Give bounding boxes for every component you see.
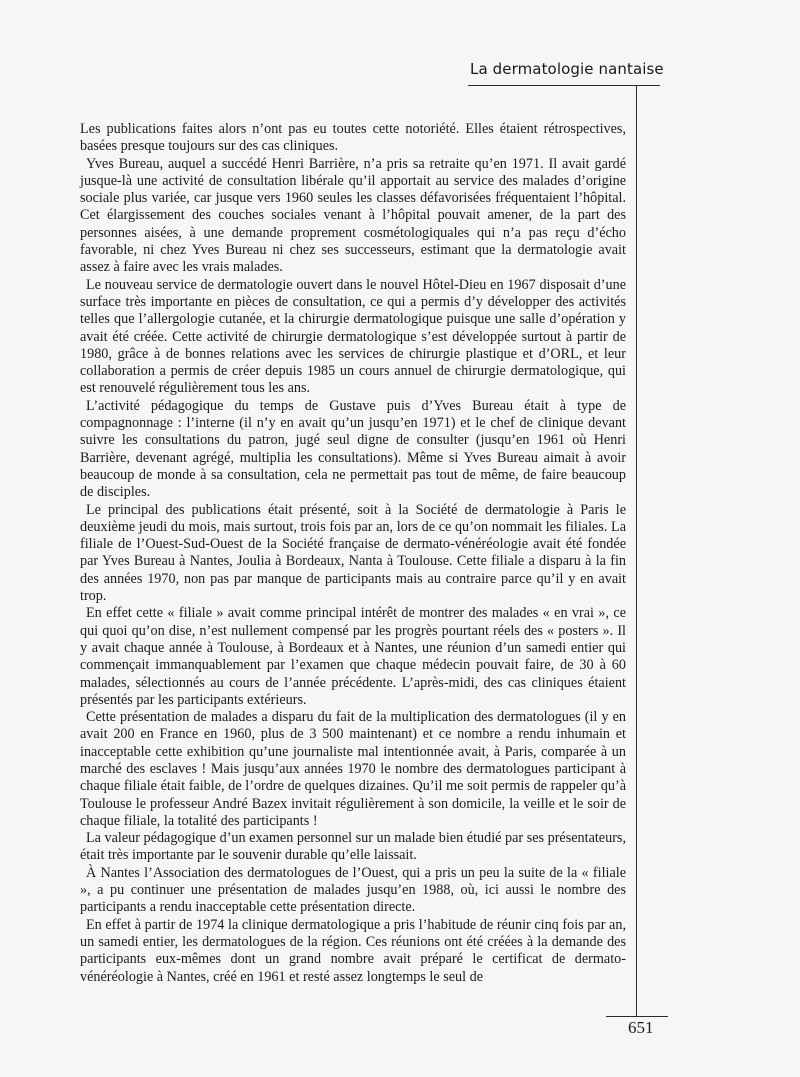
paragraph: Le nouveau service de dermatologie ouvert dans le nouvel Hôtel-Dieu en 1967 disposait d’une surface très importante en pièces de consultation, ce qui a permis d’y développer des activités telles que l’allergologie cutanée, et la chirurgie dermatologique puisque une salle d’opération y avait été créée. Cette activité de chirurgie dermatologique s’est développée surtout à partir de 1980, grâce à de bonnes relations avec les services de chirurgie plastique et d’ORL, et leur collaboration a permis de créer depuis 1985 un cours annuel de chirurgie dermatologique, qui est renouvelé régulièrement tous les ans. xyxy=(80,276,626,397)
paragraph: Cette présentation de malades a disparu du fait de la multiplication des dermatologues (il y en avait 200 en France en 1960, plus de 3 500 maintenant) et ce nombre a rendu inhumain et inacceptable cette exhibition qu’une journaliste mal intentionnée avait, à Paris, comparée à un marché des esclaves ! Mais jusqu’aux années 1970 le nombre des dermatologues participant à chaque filiale était faible, de l’ordre de quelques dizaines. Qu’il me soit permis de rappeler qu’à Toulouse le professeur André Bazex invitait régulièrement à son domicile, la veille et le soir de chaque filiale, la totalité des participants ! xyxy=(80,709,626,829)
page-number: 651 xyxy=(628,1018,654,1037)
paragraph: À Nantes l’Association des dermatologues de l’Ouest, qui a pris un peu la suite de la « filiale », a pu continuer une présentation de malades jusqu’en 1988, où, ici aussi le nombre des participants a rendu inacceptable cette présentation directe. xyxy=(80,864,626,916)
paragraph: L’activité pédagogique du temps de Gustave puis d’Yves Bureau était à type de compagnonnage : l’interne (il n’y en avait qu’un jusqu’en 1971) et le chef de clinique devant suivre les consultations du patron, jugé seul digne de consulter (jusqu’en 1961 où Henri Barrière, devenant agrégé, multiplia les consultations). Même si Yves Bureau aimait à avoir beaucoup de monde à sa consultation, cela ne permettait pas tout de même, de faire beaucoup de disciples. xyxy=(80,397,626,501)
paragraph: En effet à partir de 1974 la clinique dermatologique a pris l’habitude de réunir cinq fois par an, un samedi entier, les dermatologues de la région. Ces réunions ont été créées à la demande des participants eux-mêmes dont un grand nombre avait préparé le certificat de dermato-vénéréologie à Nantes, créé en 1961 et resté assez longtemps le seul de xyxy=(80,916,626,985)
paragraph: Les publications faites alors n’ont pas eu toutes cette notoriété. Elles étaient rétrospectives, basées presque toujours sur des cas cliniques. xyxy=(80,121,626,155)
header-rule xyxy=(468,85,660,86)
paragraph: Yves Bureau, auquel a succédé Henri Barrière, n’a pris sa retraite qu’en 1971. Il avait gardé jusque-là une activité de consultation libérale qu’il apportait au service des malades d’origine sociale plus variée, car jusque vers 1960 seules les classes défavorisées fréquentaient l’hôpital. Cet élargissement des couches sociales venant à l’hôpital pouvait amener, de la part des personnes aisées, à une demande proprement cosmétologiquales qui n’a pas reçu d’écho favorable, ni chez Yves Bureau ni chez ses successeurs, estimant que la dermatologie avait assez à faire avec les vrais malades. xyxy=(80,155,626,276)
paragraph: En effet cette « filiale » avait comme principal intérêt de montrer des malades « en vrai », ce qui quoi qu’on dise, n’est nullement compensé par les progrès pourtant réels des « posters ». Il y avait chaque année à Toulouse, à Bordeaux et à Nantes, une réunion d’un samedi entier qui commençait immanquablement par l’examen que chaque médecin pouvait faire, de 30 à 60 malades, sélectionnés au cours de l’année précédente. L’après-midi, des cas cliniques étaient présentés par les participants extérieurs. xyxy=(80,605,626,708)
footer-rule xyxy=(606,1016,668,1017)
margin-vertical-rule xyxy=(636,85,637,1016)
paragraph: Le principal des publications était présenté, soit à la Société de dermatologie à Paris le deuxième jeudi du mois, mais surtout, trois fois par an, lors de ce qu’on nommait les filiales. La filiale de l’Ouest-Sud-Ouest de la Société française de dermato-vénéréologie avait été fondée par Yves Bureau à Nantes, Joulia à Bordeaux, Nanta à Toulouse. Cette filiale a disparu à la fin des années 1970, non pas par manque de participants mais au contraire parce qu’il y en avait trop. xyxy=(80,501,626,605)
body-text xyxy=(80,121,626,986)
paragraph: La valeur pédagogique d’un examen personnel sur un malade bien étudié par ses présentateurs, était très importante par le souvenir durable qu’elle laissait. xyxy=(80,830,626,864)
running-head-title: La dermatologie nantaise xyxy=(470,60,664,78)
